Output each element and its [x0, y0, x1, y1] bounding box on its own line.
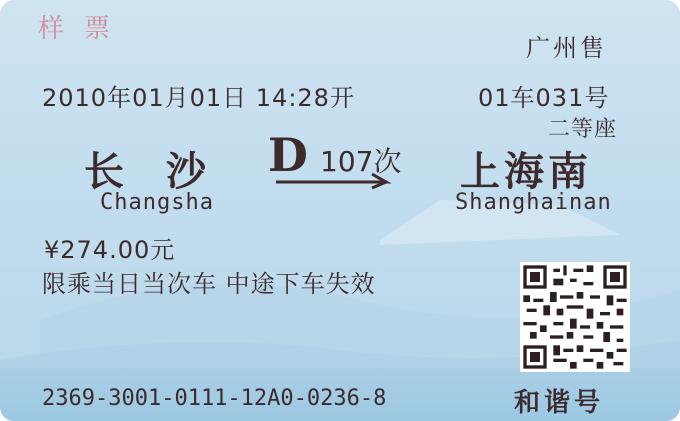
serial-number: 2369-3001-0111-12A0-0236-8: [42, 386, 387, 411]
train-number: 107次: [320, 145, 402, 178]
brand-mark: 和谐号: [514, 388, 605, 418]
departure-station-cn: 长沙: [84, 149, 248, 195]
arrival-station-en: Shanghainan: [455, 190, 612, 215]
arrival-station-cn: 上海南: [460, 149, 592, 195]
departure-datetime: 2010年01月01日 14:28开: [42, 84, 355, 112]
qr-code-icon: [520, 262, 630, 372]
departure-station-en: Changsha: [100, 190, 214, 215]
car-seat-number: 01车031号: [478, 84, 610, 112]
seat-class: 二等座: [548, 117, 618, 142]
sample-stamp: 样票: [38, 14, 131, 44]
validity-note: 限乘当日当次车 中途下车失效: [42, 270, 376, 298]
train-arrow-icon: [268, 168, 408, 190]
sales-station: 广州售: [526, 34, 607, 62]
ticket-price: ¥274.00元: [44, 236, 176, 264]
train-prefix: D: [268, 128, 308, 182]
